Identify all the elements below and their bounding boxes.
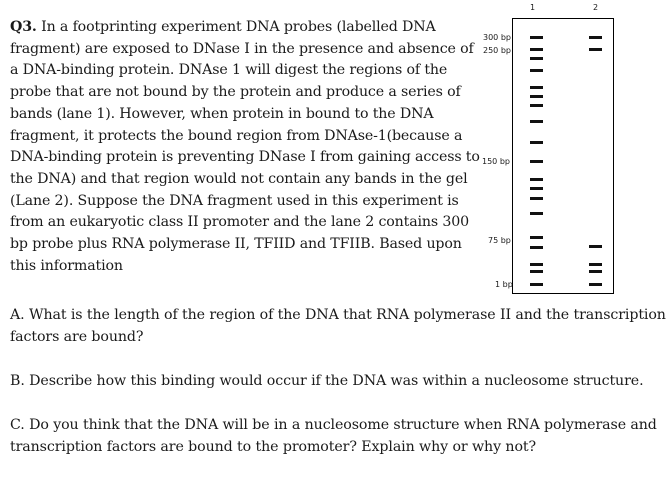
- marker-150bp: 150 bp: [482, 157, 510, 166]
- band: [589, 245, 602, 248]
- lane-2-label: 2: [593, 3, 599, 12]
- marker-300bp: 300 bp: [483, 33, 511, 42]
- band: [530, 263, 543, 266]
- band: [589, 48, 602, 51]
- question-paragraph: [10, 17, 485, 277]
- band: [530, 160, 543, 163]
- question-body: In a footprinting experiment DNA probes (labelled DNA fragment) are exposed to DNase I in the presence and absence of a DNA-binding protein. DNAse 1 will digest the regions of the probe that are not bound by the protein and produce a series of bands (lane 1). However, when protein in bound to the DNA fragment, it protects the bound region from DNAse-1(because a DNA-binding protein is preventing DNase I from gaining access to the DNA) and that region would not contain any bands in the gel (Lane 2). Suppose the DNA fragment used in this experiment is from an eukaryotic class II promoter and the lane 2 contains 300 bp probe plus RNA polymerase II, TFIID and TFIIB. Based upon this information: [10, 19, 480, 274]
- part-b: B. Describe how this binding would occur if the DNA was within a nucleosome structure.: [10, 373, 644, 389]
- band: [530, 236, 543, 239]
- band: [530, 270, 543, 273]
- band: [589, 263, 602, 266]
- band: [530, 141, 543, 144]
- band: [530, 104, 543, 107]
- band: [530, 69, 543, 72]
- lane-1-label: 1: [530, 3, 536, 12]
- band: [589, 283, 602, 286]
- marker-1bp: 1 bp: [495, 280, 513, 289]
- marker-250bp: 250 bp: [483, 46, 511, 55]
- gel-image: [512, 18, 614, 294]
- band: [530, 36, 543, 39]
- band: [530, 246, 543, 249]
- marker-75bp: 75 bp: [488, 236, 511, 245]
- band: [530, 178, 543, 181]
- band: [589, 270, 602, 273]
- band: [530, 187, 543, 190]
- question-number: Q3.: [10, 19, 37, 35]
- band: [530, 212, 543, 215]
- band: [530, 48, 543, 51]
- band: [530, 86, 543, 89]
- band: [589, 36, 602, 39]
- band: [530, 120, 543, 123]
- band: [530, 57, 543, 60]
- band: [530, 283, 543, 286]
- band: [530, 197, 543, 200]
- part-c: C. Do you think that the DNA will be in a nucleosome structure when RNA polymerase and transcription factors are bound to the promoter? Explain why or why not?: [10, 417, 657, 455]
- band: [530, 95, 543, 98]
- part-a: A. What is the length of the region of the DNA that RNA polymerase II and the transcription factors are bound?: [10, 307, 666, 345]
